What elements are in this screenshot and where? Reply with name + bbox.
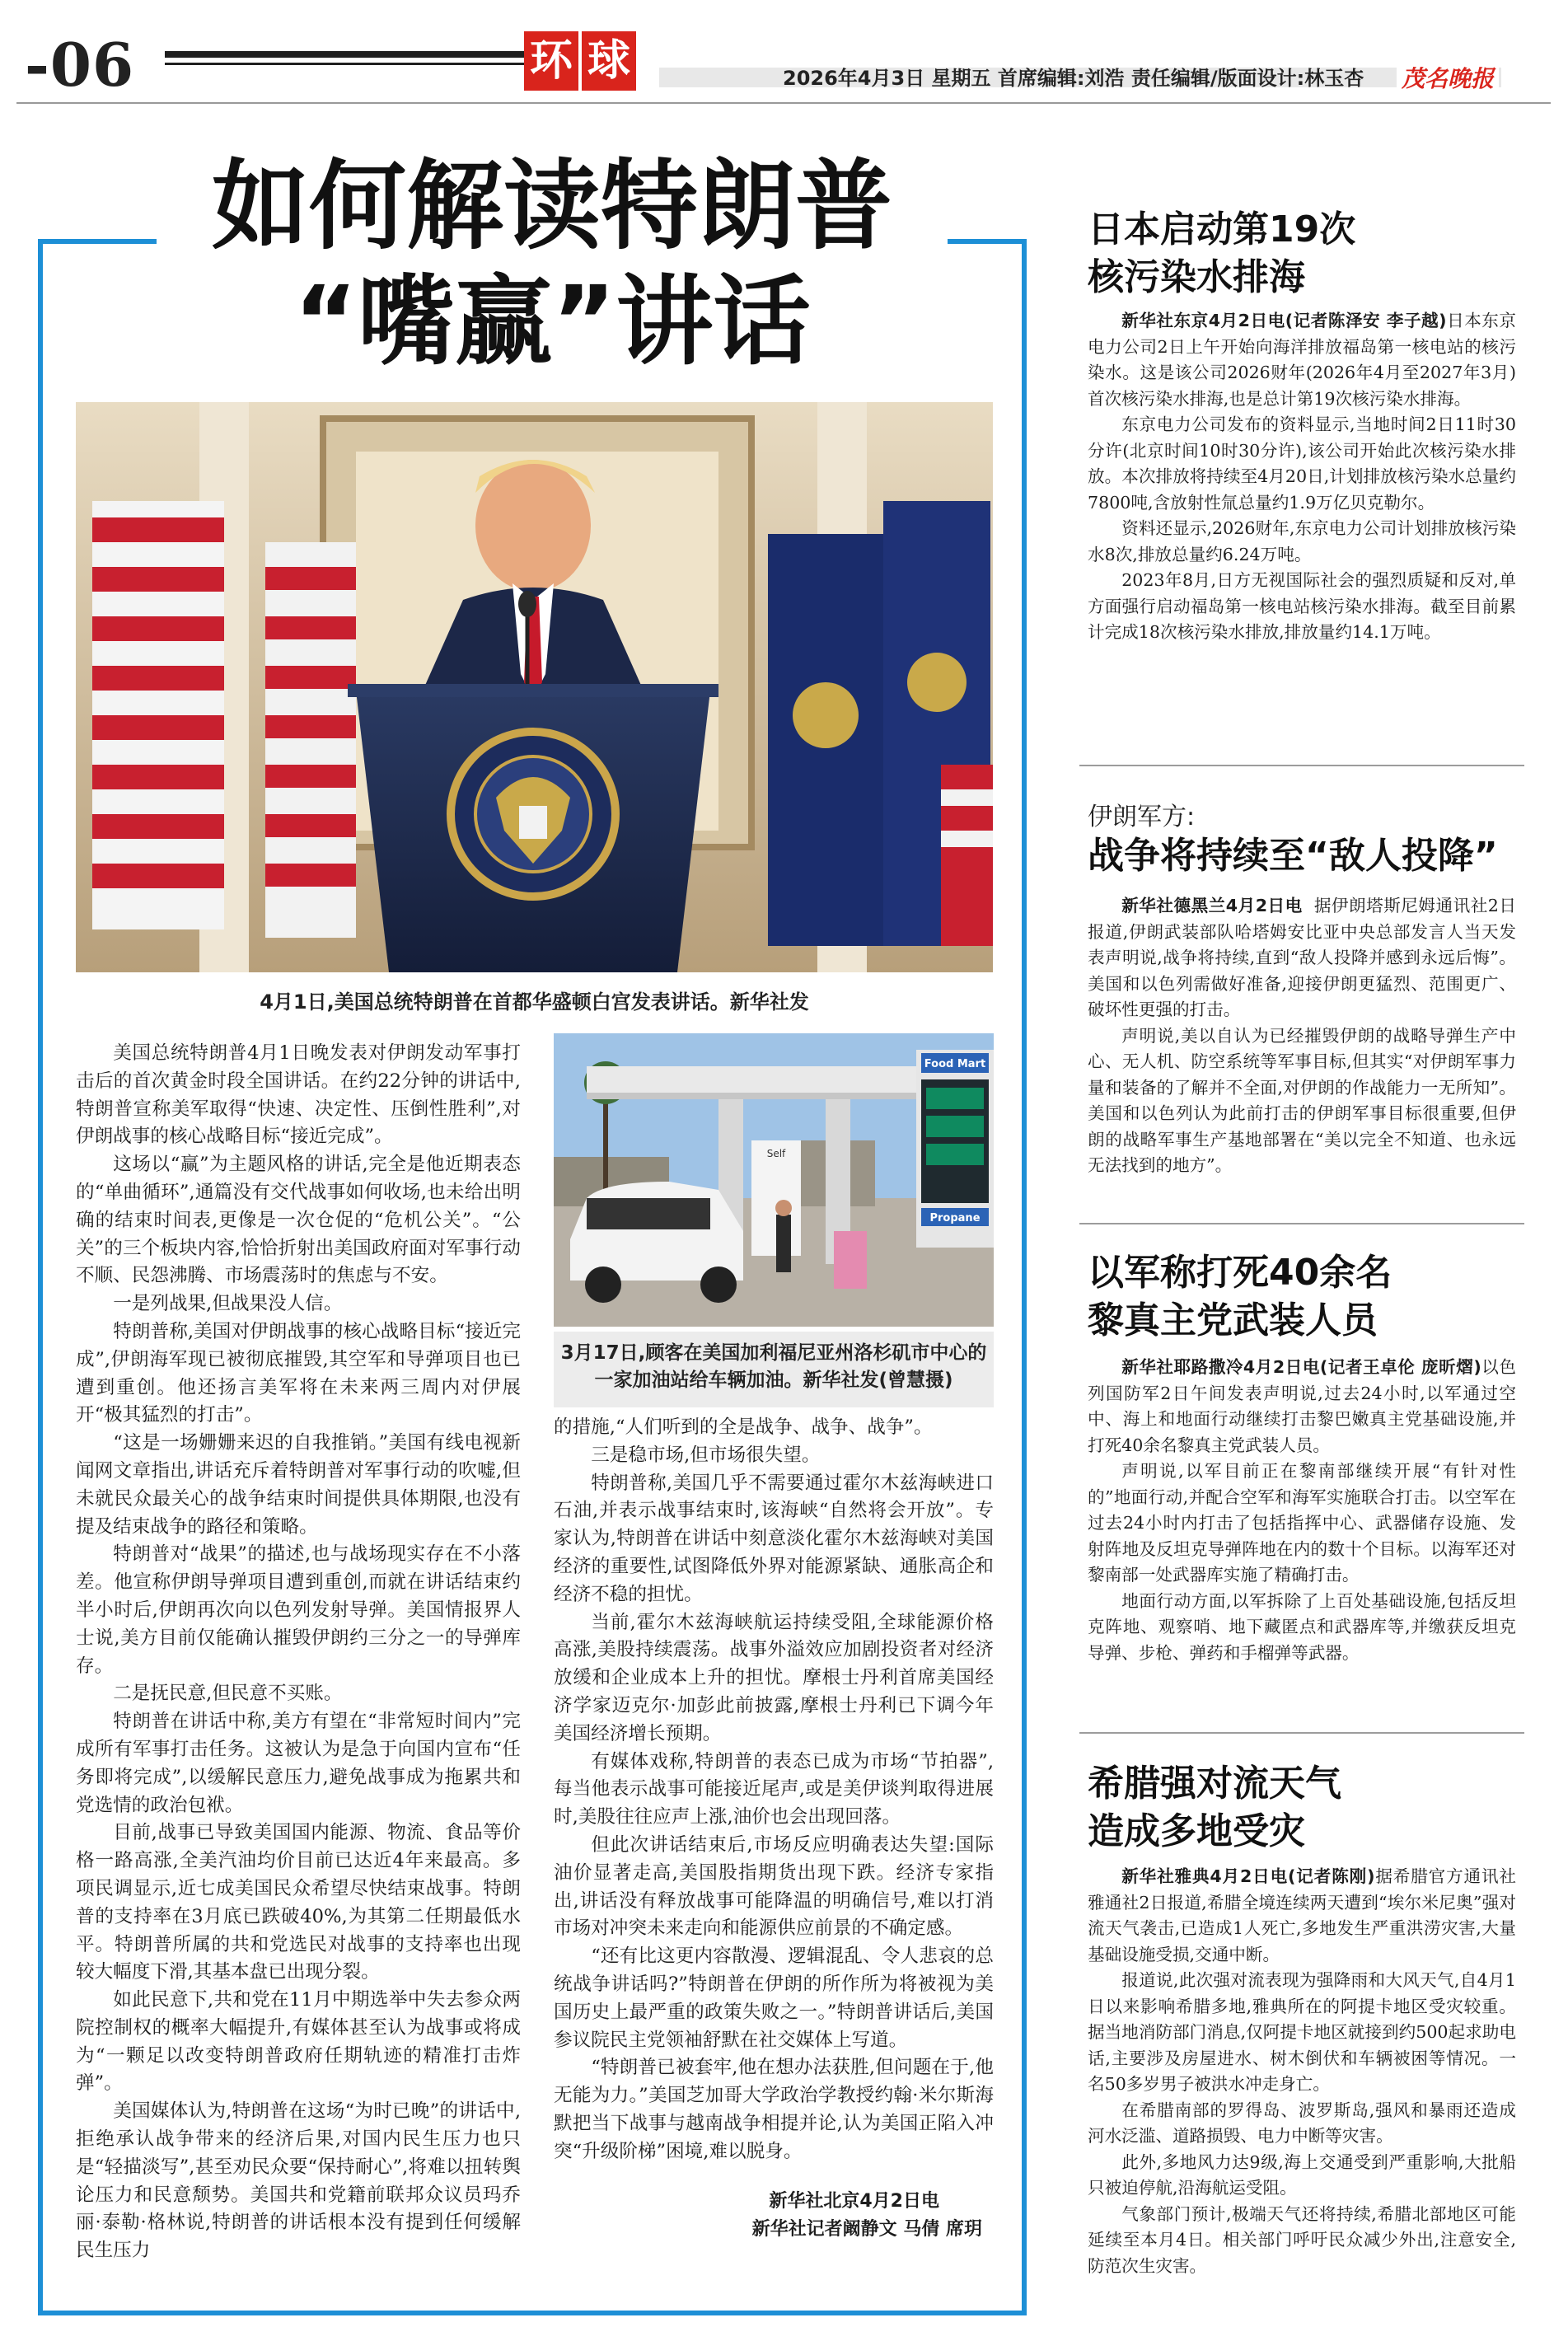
paragraph [1088,1864,1516,1968]
article4-body [1088,1864,1516,2279]
article3-title-line2: 黎真主党武装人员 [1088,1299,1378,1341]
paragraph: 目前,战事已导致美国国内能源、物流、食品等价格一路高涨,全美汽油均价目前已达近4年来最高。多项民调显示,近七成美国民众希望尽快结束战事。特朗普的支持率在3月底已跌破40%,为其第二任期最低水平。特朗普所属的共和党选民对战事的支持率也出现较大幅度下滑,其基本盘已出现分裂。 [76,1822,521,1983]
sign-food-mart: Food Mart [924,1058,986,1070]
paragraph: 此外,多地风力达9级,海上交通受到严重影响,大批船只被迫停航,沿海航运受阻。 [1088,2151,1516,2198]
paragraph: “这是一场姗姗来迟的自我推销。”美国有线电视新闻网文章指出,讲话充斥着特朗普对军事行动的吹嘘,但未就民众最关心的战争结束时间提供具体期限,也没有提及结束战争的路径和策略。 [76,1432,521,1538]
photo-trump-illustration [76,402,993,972]
paragraph: 一是列战果,但战果没人信。 [113,1293,343,1315]
photo-gas-station [554,1033,994,1327]
sign-self: Self [766,1148,786,1159]
paragraph: 但此次讲话结束后,市场反应明确表达失望:国际油价显著走高,美国股指期货出现下跌。经济专家指出,讲话没有释放战事可能降温的明确信号,难以打消市场对冲突未来走向和能源供应前景的不确定感。 [554,1833,994,1940]
article2-lead: 新华社德黑兰4月2日电 [1121,896,1303,915]
article1-title-line2: 核污染水排海 [1088,256,1305,298]
paragraph: 声明说,美以自认为已经摧毁伊朗的战略导弹生产中心、无人机、防空系统等军事目标,但其实“对伊朗军事力量和装备的了解并不全面,对伊朗的作战能力一无所知”。美国和以色列认为此前打击的伊朗军事目标很重要,但伊朗的战略军事生产基地部署在“美以完全不知道、也永远无法找到的地方”。 [1088,1025,1516,1175]
paragraph: 气象部门预计,极端天气还将持续,希腊北部地区可能延续至本月4日。相关部门呼吁民众减少外出,注意安全,防范次生灾害。 [1088,2203,1516,2276]
article3-title-line1: 以军称打死40余名 [1088,1252,1392,1294]
photo1-caption: 4月1日,美国总统特朗普在首都华盛顿白宫发表讲话。新华社发 [260,990,809,1014]
page-number: -06 [25,30,135,100]
paragraph: 2023年8月,日方无视国际社会的强烈质疑和反对,单方面强行启动福岛第一核电站核污染水排海。截至目前累计完成18次核污染水排放,排放量约14.1万吨。 [1088,570,1516,642]
divider [1079,765,1524,766]
article3-body [1088,1355,1516,1666]
main-article-left-column [76,1040,521,2265]
paragraph: 的措施,“人们听到的全是战争、战争、战争”。 [554,1416,933,1438]
section-char-2: 球 [582,31,636,91]
header-rule [165,51,524,58]
paragraph: 在希腊南部的罗得岛、波罗斯岛,强风和暴雨还造成河水泛滥、道路损毁、电力中断等灾害。 [1088,2100,1516,2146]
article3-para-0: 以色列国防军2日午间发表声明说,过去24小时,以军通过空中、海上和地面行动继续打击黎巴嫩真主党基础设施,并打死40余名黎真主党武装人员。 [1088,1357,1517,1455]
paragraph [1088,893,1516,1023]
section-char-1: 环 [524,31,578,91]
paragraph: 地面行动方面,以军拆除了上百处基础设施,包括反坦克阵地、观察哨、地下藏匿点和武器库等,并缴获反坦克导弹、步枪、弹药和手榴弹等武器。 [1088,1590,1516,1663]
paragraph: 特朗普称,美国几乎不需要通过霍尔木兹海峡进口石油,并表示战事结束时,该海峡“自然将会开放”。专家认为,特朗普在讲话中刻意淡化霍尔木兹海峡对美国经济的重要性,试图降低外界对能源紧缺、通胀高企和经济不稳的担忧。 [554,1472,994,1605]
header-rule-thin [165,63,524,65]
sign-propane: Propane [929,1212,981,1224]
paragraph: 这场以“赢”为主题风格的讲话,完全是他近期表态的“单曲循环”,通篇没有交代战事如何收场,也未给出明确的结束时间表,更像是一次仓促的“危机公关”。“公关”的三个板块内容,恰恰折射出美国政府面对军事行动不顺、民怨沸腾、市场震荡时的焦虑与不安。 [76,1154,521,1287]
byline-dateline: 新华社北京4月2日电 [769,2190,939,2212]
masthead-logo: 茂名晚报 [1397,63,1499,96]
article4-para-0: 据希腊官方通讯社雅通社2日报道,希腊全境连续两天遭到“埃尔米尼奥”强对流天气袭击,已造成1人死亡,多地发生严重洪涝灾害,大量基础设施受损,交通中断。 [1088,1866,1516,1964]
article1-para-0: 日本东京电力公司2日上午开始向海洋排放福岛第一核电站的核污染水。这是该公司2026财年(2026年4月至2027年3月)首次核污染水排海,也是总计第19次核污染水排海。 [1088,311,1516,409]
photo2-caption: 3月17日,顾客在美国加利福尼亚州洛杉矶市中心的一家加油站给车辆加油。新华社发(曾慧摄) [554,1332,994,1407]
paragraph: 二是抚民意,但民意不买账。 [113,1683,343,1705]
divider [1079,1732,1524,1734]
article4-title-line2: 造成多地受灾 [1088,1810,1305,1852]
article4-title-line1: 希腊强对流天气 [1088,1763,1341,1805]
paragraph: 美国总统特朗普4月1日晚发表对伊朗发动军事打击后的首次黄金时段全国讲话。在约22分钟的讲话中,特朗普宣称美军取得“快速、决定性、压倒性胜利”,对伊朗战事的核心战略目标“接近完成”。 [76,1042,521,1148]
paragraph: 特朗普对“战果”的描述,也与战场现实存在不小落差。他宣称伊朗导弹项目遭到重创,而就在讲话结束约半小时后,伊朗再次向以色列发射导弹。美国情报界人士说,美方目前仅能确认摧毁伊朗约三分之一的导弹库存。 [76,1543,521,1677]
article3-title [1088,1249,1392,1345]
photo-trump-podium [76,402,993,972]
paragraph: 特朗普称,美国对伊朗战事的核心战略目标“接近完成”,伊朗海军现已被彻底摧毁,其空军和导弹项目也已遭到重创。他还扬言美军将在未来两三周内对伊展开“极其猛烈的打击”。 [76,1320,521,1426]
paragraph: 三是稳市场,但市场很失望。 [591,1444,821,1466]
main-article-middle-column [554,1414,994,2244]
paragraph: 如此民意下,共和党在11月中期选举中失去参众两院控制权的概率大幅提升,有媒体甚至认为战事或将成为“一颗足以改变特朗普政府任期轨迹的精准打击炸弹”。 [76,1989,521,2095]
divider [1079,1223,1524,1224]
article4-lead: 新华社雅典4月2日电(记者陈刚) [1121,1866,1375,1886]
paragraph: 美国媒体认为,特朗普在这场“为时已晚”的讲话中,拒绝承认战争带来的经济后果,对国内民生压力也只是“轻描淡写”,甚至劝民众要“保持耐心”,将难以扭转舆论压力和民意颓势。美国共和党籍前联邦众议员玛乔丽·泰勒·格林说,特朗普的讲话根本没有提到任何缓解民生压力 [76,2100,521,2262]
paragraph: 有媒体戏称,特朗普的表态已成为市场“节拍器”,每当他表示战事可能接近尾声,或是美伊谈判取得进展时,美股往往应声上涨,油价也会出现回落。 [554,1750,994,1828]
article2-body [1088,893,1516,1179]
article2-kicker: 伊朗军方: [1088,803,1196,831]
article3-lead: 新华社耶路撒冷4月2日电(记者王卓伦 庞昕熠) [1121,1357,1481,1377]
byline-reporters: 新华社记者阚静文 马倩 席玥 [751,2218,982,2240]
header-divider [16,102,1551,104]
article2-para-0: 据伊朗塔斯尼姆通讯社2日报道,伊朗武装部队哈塔姆安比亚中央总部发言人当天发表声明说,战争将持续,直到“敌人投降并感到永远后悔”。美国和以色列需做好准备,迎接伊朗更猛烈、范围更广、破坏性更强的打击。 [1088,896,1516,1019]
paragraph: “特朗普已被套牢,他在想办法获胜,但问题在于,他无能为力。”美国芝加哥大学政治学教授约翰·米尔斯海默把当下战事与越南战争相提并论,认为美国正陷入冲突“升级阶梯”困境,难以脱身。 [554,2057,994,2162]
paragraph: 资料还显示,2026财年,东京电力公司计划排放核污染水8次,排放总量约6.24万吨。 [1088,518,1516,564]
article4-title [1088,1760,1341,1856]
photo-gas-station-illustration [554,1033,994,1327]
headline-line-2: “嘴赢”讲话 [293,265,811,378]
paragraph: 当前,霍尔木兹海峡航运持续受阻,全球能源价格高涨,美股持续震荡。战事外溢效应加剧投资者对经济放缓和企业成本上升的担忧。摩根士丹利首席美国经济学家迈克尔·加彭此前披露,摩根士丹利已下调今年美国经济增长预期。 [554,1611,994,1744]
main-headline [157,148,948,379]
paragraph [1088,1355,1516,1458]
paragraph: 声明说,以军目前正在黎南部继续开展“有针对性的”地面行动,并配合空军和海军实施联合打击。以空军在过去24小时内打击了包括指挥中心、武器储存设施、发射阵地及反坦克导弹阵地在内的数十个目标。以海军还对黎南部一处武器库实施了精确打击。 [1088,1461,1516,1585]
paragraph [1088,308,1516,412]
article1-body [1088,308,1516,646]
paragraph: 特朗普在讲话中称,美方有望在“非常短时间内”完成所有军事打击任务。这被认为是急于向国内宣布“任务即将完成”,以缓解民意压力,避免战事成为拖累共和党选情的政治包袱。 [76,1711,521,1816]
article1-title [1088,206,1355,302]
paragraph: 报道说,此次强对流表现为强降雨和大风天气,自4月1日以来影响希腊多地,雅典所在的阿提卡地区受灾较重。据当地消防部门消息,仅阿提卡地区就接到约500起求助电话,主要涉及房屋进水、树木倒伏和车辆被困等情况。一名50多岁男子被洪水冲走身亡。 [1088,1970,1516,2094]
headline-line-1: 如何解读特朗普 [211,149,892,263]
article2-title: 战争将持续至“敌人投降” [1088,835,1498,877]
article1-title-line1: 日本启动第19次 [1088,208,1356,250]
paragraph: 东京电力公司发布的资料显示,当地时间2日11时30分许(北京时间10时30分许),该公司开始此次核污染水排放。本次排放将持续至4月20日,计划排放核污染水总量约7800吨,含放射性氚总量约1.9万亿贝克勒尔。 [1088,414,1516,513]
article1-lead: 新华社东京4月2日电(记者陈泽安 李子越) [1121,311,1447,330]
paragraph: “还有比这更内容散漫、逻辑混乱、令人悲哀的总统战争讲话吗?”特朗普在伊朗的所作所为将被视为美国历史上最严重的政策失败之一。”特朗普讲话后,美国参议院民主党领袖舒默在社交媒体上写道。 [554,1945,994,2051]
header-info: 2026年4月3日 星期五 首席编辑:刘浩 责任编辑/版面设计:林玉杏 [783,67,1364,90]
